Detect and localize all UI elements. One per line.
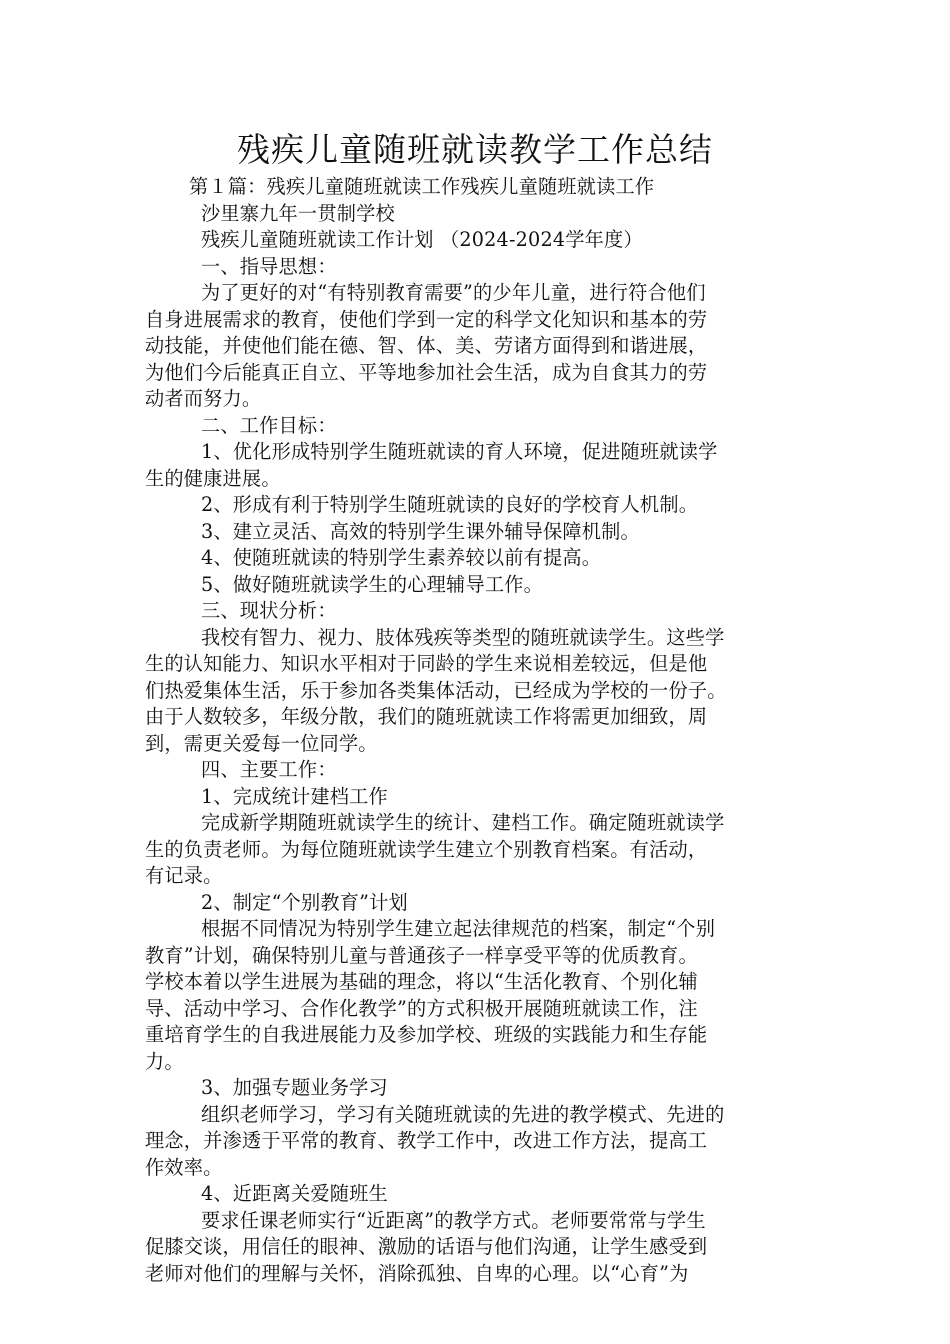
paragraph-line: 自身进展需求的教育，使他们学到一定的科学文化知识和基本的劳 (145, 307, 708, 331)
school-name: 沙里寨九年一贯制学校 (201, 201, 395, 225)
paragraph-line: 为了更好的对“有特别教育需要”的少年儿童，进行符合他们 (201, 281, 706, 304)
paragraph-line: 老师对他们的理解与关怀，消除孤独、自卑的心理。以“心育”为 (145, 1261, 689, 1285)
paragraph-line: 动者而努力。 (145, 387, 262, 410)
section-heading: 三、现状分析： (201, 599, 337, 622)
paragraph-line: 重培育学生的自我进展能力及参加学校、班级的实践能力和生存能 (145, 1023, 708, 1046)
paragraph-line: 组织老师学习，学习有关随班就读的先进的教学模式、先进的 (201, 1102, 725, 1126)
subsection-heading: 1、完成统计建档工作 (201, 784, 388, 808)
list-item: 2、形成有利于特别学生随班就读的良好的学校育人机制。 (201, 493, 699, 516)
plan-title: 残疾儿童随班就读工作计划 （2024-2024学年度） (201, 228, 643, 251)
section-heading: 一、指导思想： (201, 254, 337, 278)
paragraph-line: 导、活动中学习、合作化教学”的方式积极开展随班就读工作，注 (145, 996, 698, 1020)
paragraph-line: 生的负责老师。为每位随班就读学生建立个别教育档案。有活动， (145, 837, 708, 861)
paragraph-line: 促膝交谈，用信任的眼神、激励的话语与他们沟通，让学生感受到 (145, 1235, 708, 1258)
paragraph-line: 完成新学期随班就读学生的统计、建档工作。确定随班就读学 (201, 811, 725, 834)
paragraph-line: 理念，并渗透于平常的教育、教学工作中，改进工作方法，提高工 (145, 1129, 708, 1152)
paragraph-line: 有记录。 (145, 864, 223, 887)
document-body (145, 174, 807, 1287)
list-item: 3、建立灵活、高效的特别学生课外辅导保障机制。 (201, 519, 640, 543)
document-title: 残疾儿童随班就读教学工作总结 (237, 130, 713, 169)
subsection-heading: 3、加强专题业务学习 (201, 1076, 388, 1099)
paragraph-line: 到，需更关爱每一位同学。 (145, 731, 378, 755)
paragraph-line: 们热爱集体生活，乐于参加各类集体活动，已经成为学校的一份子。 (145, 678, 727, 702)
paragraph-line: 生的健康进展。 (145, 466, 281, 490)
paragraph-line: 为他们今后能真正自立、平等地参加社会生活，成为自食其力的劳 (145, 360, 708, 384)
list-item: 4、使随班就读的特别学生素养较以前有提高。 (201, 546, 602, 569)
paragraph-line: 动技能，并使他们能在德、智、体、美、劳诸方面得到和谐进展， (145, 334, 708, 357)
paragraph-line: 教育”计划，确保特别儿童与普通孩子一样享受平等的优质教育。 (145, 943, 698, 967)
paragraph-line: 根据不同情况为特别学生建立起法律规范的档案，制定“个别 (201, 917, 716, 940)
paragraph-line: 学校本着以学生进展为基础的理念，将以“生活化教育、个别化辅 (145, 970, 698, 993)
section-heading: 二、工作目标： (201, 413, 337, 437)
paragraph-line: 生的认知能力、知识水平相对于同龄的学生来说相差较远，但是他 (145, 652, 708, 675)
chapter-heading: 第１篇：残疾儿童随班就读工作残疾儿童随班就读工作 (189, 175, 655, 198)
section-heading: 四、主要工作： (201, 758, 337, 781)
subsection-heading: 2、制定“个别教育”计划 (201, 890, 408, 914)
list-item: 1、优化形成特别学生随班就读的育人环境，促进随班就读学 (201, 440, 718, 463)
list-item: 5、做好随班就读学生的心理辅导工作。 (201, 572, 543, 596)
paragraph-line: 我校有智力、视力、肢体残疾等类型的随班就读学生。这些学 (201, 625, 725, 649)
subsection-heading: 4、近距离关爱随班生 (201, 1182, 388, 1205)
paragraph-line: 要求任课老师实行“近距离”的教学方式。老师要常常与学生 (201, 1208, 706, 1232)
paragraph-line: 力。 (145, 1049, 184, 1073)
paragraph-line: 由于人数较多，年级分散，我们的随班就读工作将需更加细致，周 (145, 705, 708, 728)
paragraph-line: 作效率。 (145, 1155, 223, 1179)
